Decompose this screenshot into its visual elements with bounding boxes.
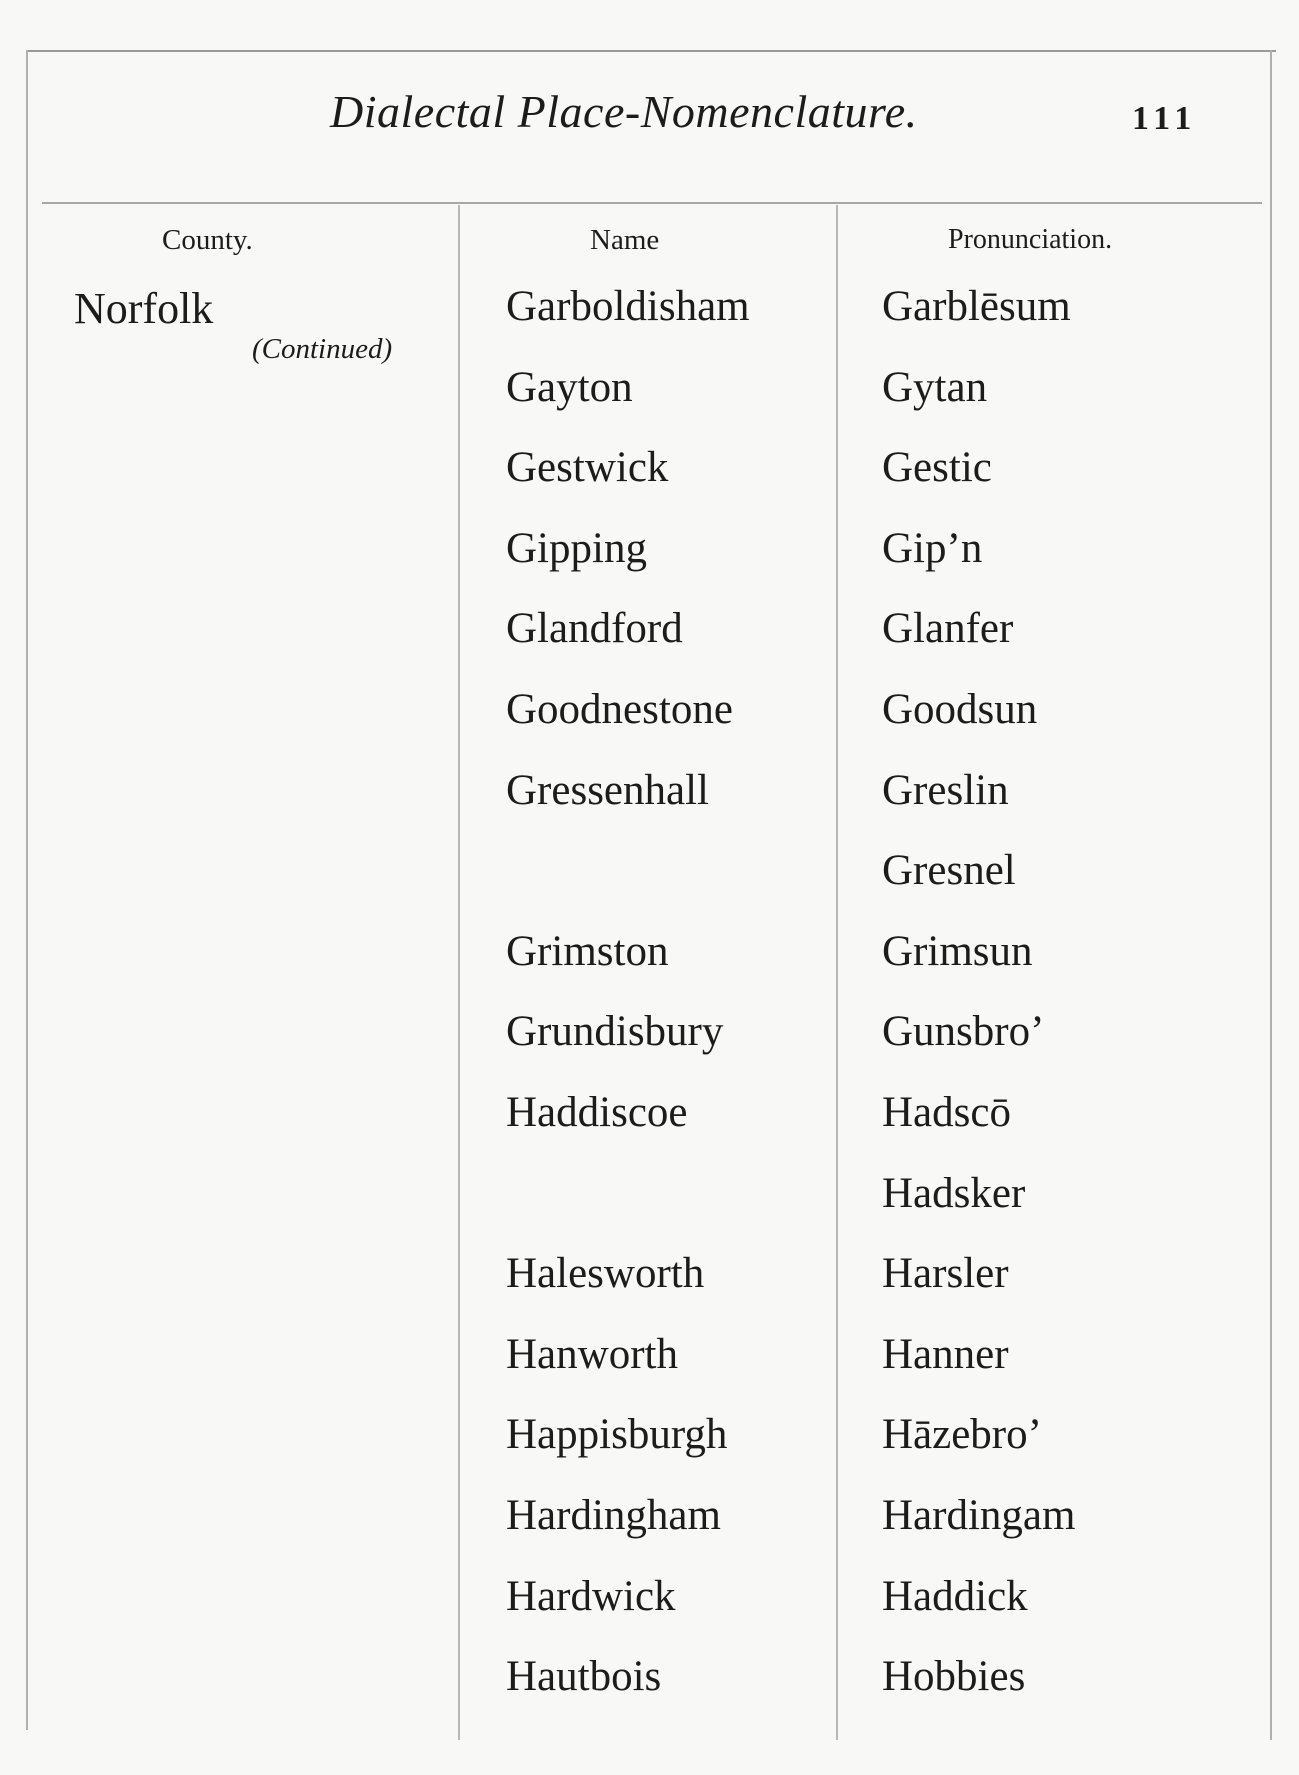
place-name: Gayton bbox=[506, 363, 633, 411]
table-row bbox=[0, 1491, 1299, 1572]
table-row bbox=[0, 1088, 1299, 1169]
place-name: Grimston bbox=[506, 927, 669, 975]
place-pronunciation: Glanfer bbox=[882, 605, 1014, 653]
place-name: Happisburgh bbox=[506, 1411, 728, 1459]
column-header-county: County. bbox=[162, 224, 253, 256]
county-name: Norfolk bbox=[74, 284, 214, 333]
table-row bbox=[0, 363, 1299, 444]
table-row bbox=[0, 282, 1299, 363]
table-row bbox=[0, 1169, 1299, 1250]
running-title: Dialectal Place-Nomenclature. bbox=[330, 86, 918, 137]
place-pronunciation: Hobbies bbox=[882, 1653, 1026, 1701]
place-pronunciation: Harsler bbox=[882, 1250, 1009, 1298]
place-pronunciation: Grimsun bbox=[882, 927, 1033, 975]
table-row bbox=[0, 1410, 1299, 1491]
place-name: Haddiscoe bbox=[506, 1088, 688, 1136]
table-row bbox=[0, 1652, 1299, 1733]
place-pronunciation: Gytan bbox=[882, 363, 988, 411]
place-pronunciation: Gresnel bbox=[882, 847, 1016, 895]
place-name: Garboldisham bbox=[506, 283, 750, 330]
place-name: Grundisbury bbox=[506, 1008, 724, 1056]
place-pronunciation: Hāzebro’ bbox=[882, 1411, 1042, 1459]
place-pronunciation: Goodsun bbox=[882, 685, 1038, 733]
place-pronunciation: Gunsbro’ bbox=[882, 1008, 1045, 1056]
place-pronunciation: Hadsker bbox=[882, 1169, 1026, 1217]
table-row bbox=[0, 1249, 1299, 1330]
place-name: Hautbois bbox=[506, 1653, 662, 1701]
table-row bbox=[0, 524, 1299, 605]
place-pronunciation: Hardingam bbox=[882, 1491, 1076, 1539]
column-header-name: Name bbox=[590, 224, 660, 256]
table-row bbox=[0, 685, 1299, 766]
place-name: Gipping bbox=[506, 524, 647, 572]
table-row bbox=[0, 927, 1299, 1008]
table-row bbox=[0, 846, 1299, 927]
table-row bbox=[0, 1330, 1299, 1411]
place-name: Glandford bbox=[506, 605, 683, 653]
column-header-pronunciation: Pronunciation. bbox=[948, 224, 1113, 255]
place-name: Hanworth bbox=[506, 1330, 678, 1378]
table-row bbox=[0, 766, 1299, 847]
place-name: Halesworth bbox=[506, 1250, 705, 1298]
place-name: Gressenhall bbox=[506, 766, 709, 814]
table-row bbox=[0, 443, 1299, 524]
place-name: Gestwick bbox=[506, 444, 669, 492]
table-row bbox=[0, 1572, 1299, 1653]
place-pronunciation: Hadscō bbox=[882, 1088, 1011, 1136]
place-pronunciation: Gip’n bbox=[882, 524, 983, 572]
frame-top-rule bbox=[26, 50, 1276, 52]
page-number: 111 bbox=[1132, 100, 1198, 137]
place-name: Hardwick bbox=[506, 1572, 676, 1620]
place-name: Hardingham bbox=[506, 1491, 721, 1539]
header-rule bbox=[42, 202, 1262, 204]
place-name: Goodnestone bbox=[506, 685, 733, 733]
table-row bbox=[0, 604, 1299, 685]
place-pronunciation: Gestic bbox=[882, 444, 992, 492]
place-pronunciation: Greslin bbox=[882, 766, 1009, 814]
place-pronunciation: Hanner bbox=[882, 1330, 1009, 1378]
place-pronunciation: Haddick bbox=[882, 1572, 1028, 1620]
entry-list bbox=[0, 282, 1299, 1733]
county-note: (Continued) bbox=[252, 333, 393, 365]
table-row bbox=[0, 1007, 1299, 1088]
place-pronunciation: Garblēsum bbox=[882, 283, 1071, 330]
